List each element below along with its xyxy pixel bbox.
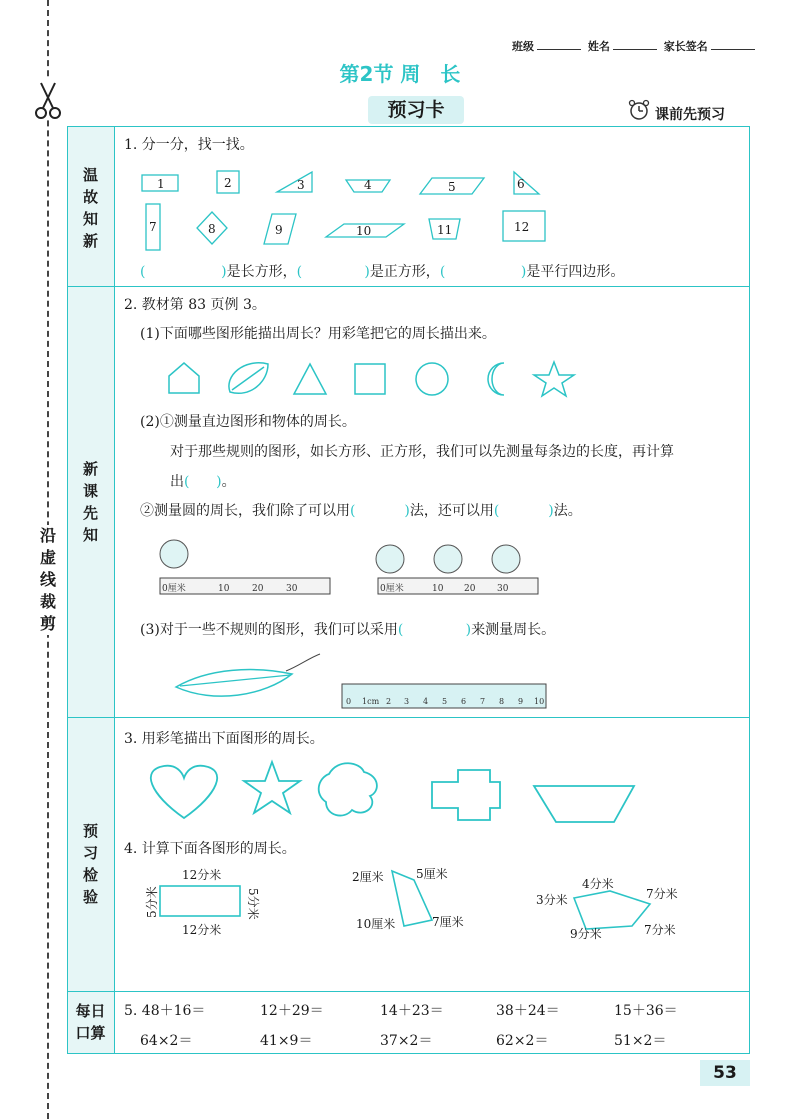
q5-row2-item-1: 64×2＝: [140, 1033, 193, 1049]
q1-num-8: 8: [208, 222, 216, 236]
q5-row1-item-3: 14＋23＝: [380, 1003, 444, 1019]
q2-star-shape: [534, 362, 574, 396]
blank-paren-method1[interactable]: ( ): [350, 503, 410, 519]
ruler-c-tick-5: 5: [442, 697, 448, 706]
q4-quad-d: 7厘米: [432, 915, 464, 929]
ruler-c-tick-7: 7: [480, 697, 486, 706]
blank-paren-method2[interactable]: ( ): [493, 503, 554, 519]
q3-heart-shape: [151, 766, 217, 818]
q4-title: 4. 计算下面各图形的周长。: [124, 841, 296, 857]
q5-row1-item-4: 38＋24＝: [496, 1003, 560, 1019]
ruler-c-tick-2: 2: [386, 697, 392, 706]
ruler-b-tick-10: 10: [432, 584, 444, 594]
card-title: 预习卡: [368, 96, 464, 124]
q2-sub3: (3)对于一些不规则的图形，我们可以采用( )来测量周长。: [140, 622, 556, 638]
ruler-c-tick-3: 3: [404, 697, 410, 706]
q4-rectangle: [160, 886, 240, 916]
q5-row1-item-2: 12＋29＝: [260, 1003, 324, 1019]
ruler-a-tick-30: 30: [286, 584, 298, 594]
label-daily: 每日 口算: [75, 1002, 106, 1042]
blank-paren-parallelogram[interactable]: ( ): [439, 264, 527, 280]
q5-row1-item-1: 5. 48＋16＝: [124, 1003, 206, 1019]
q1-num-12: 12: [514, 220, 530, 234]
cut-instruction: 沿 虚 线 裁 剪: [36, 525, 60, 635]
ruler-c-tick-4: 4: [423, 697, 429, 706]
preview-tag: 课前先预习: [655, 107, 725, 123]
class-blank[interactable]: [537, 39, 581, 50]
worksheet-figures: [114, 126, 750, 1054]
ruler-b-tick-0: 0厘米: [380, 584, 404, 594]
q3-star-shape: [244, 762, 300, 813]
ruler-c-tick-0: 0: [346, 697, 352, 706]
ruler-a-tick-10: 10: [218, 584, 230, 594]
q1-num-10: 10: [356, 224, 372, 238]
q1-num-11: 11: [437, 223, 453, 237]
header-fields: 班级 姓名 家长签名: [512, 38, 758, 54]
q5-row2-item-3: 37×2＝: [380, 1033, 433, 1049]
q4-hex-d: 9分米: [570, 927, 602, 941]
q2-sub2-title: (2)①测量直边图形和物体的周长。: [140, 414, 356, 430]
q4-rect-bottom: 12分米: [182, 923, 222, 937]
label-new: 新 课 先 知: [82, 460, 98, 544]
q3-title: 3. 用彩笔描出下面图形的周长。: [124, 731, 324, 747]
q2-moon-shape: [488, 363, 504, 395]
q1-num-5: 5: [448, 180, 456, 194]
q1-num-6: 6: [517, 177, 525, 191]
alarm-clock-icon: [627, 98, 651, 122]
q4-hex-b: 3分米: [536, 893, 568, 907]
q2-title: 2. 教材第 83 页例 3。: [124, 297, 266, 313]
label-check: 预 习 检 验: [82, 822, 98, 906]
q1-num-4: 4: [364, 178, 372, 192]
q2-sub2-line2: 出( )。: [170, 474, 236, 490]
q3-leaf-shape: [319, 763, 377, 815]
blank-paren-rect[interactable]: ( ): [140, 264, 227, 280]
parent-signature-blank[interactable]: [711, 39, 755, 50]
q5-row1-item-5: 15＋36＝: [614, 1003, 678, 1019]
ruler-figure-b: [376, 545, 538, 594]
ruler-c-tick-1: 1cm: [362, 697, 380, 706]
ruler-figure-a: [160, 540, 330, 594]
q5-row2-item-5: 51×2＝: [614, 1033, 667, 1049]
q4-rect-top: 12分米: [182, 868, 222, 882]
q5-row2-item-2: 41×9＝: [260, 1033, 313, 1049]
blank-paren-square[interactable]: ( ): [296, 264, 370, 280]
q1-title: 1. 分一分，找一找。: [124, 137, 254, 153]
q2-sub2-line1: 对于那些规则的图形，如长方形、正方形，我们可以先测量每条边的长度，再计算: [170, 444, 674, 460]
ruler-c-tick-9: 9: [518, 697, 524, 706]
q1-num-3: 3: [297, 178, 305, 192]
q1-num-1: 1: [157, 177, 165, 191]
q4-hex-e: 7分米: [644, 923, 676, 937]
q4-quad-b: 5厘米: [416, 867, 448, 881]
q4-rect-left: 5分米: [145, 886, 159, 918]
ruler-b-tick-20: 20: [464, 584, 476, 594]
label-review: 温 故 知 新: [82, 166, 98, 250]
q2-triangle-shape: [294, 364, 326, 394]
blank-paren-method3[interactable]: ( ): [397, 622, 472, 638]
page-number: 53: [700, 1060, 750, 1086]
ruler-a-tick-20: 20: [252, 584, 264, 594]
q1-num-9: 9: [275, 223, 283, 237]
q1-answer-line: ( )是长方形，( )是正方形，( )是平行四边形。: [140, 264, 625, 280]
q1-num-2: 2: [224, 176, 232, 190]
scissors-icon: [33, 80, 63, 120]
name-blank[interactable]: [613, 39, 657, 50]
feather-figure: [176, 654, 546, 708]
q5-row2-item-4: 62×2＝: [496, 1033, 549, 1049]
q2-house-shape: [169, 363, 199, 393]
q2-sub2b: ②测量圆的周长，我们除了可以用( )法，还可以用( )法。: [140, 503, 582, 519]
q1-num-7: 7: [149, 220, 157, 234]
q2-sub1: (1)下面哪些图形能描出周长？用彩笔把它的周长描出来。: [140, 326, 496, 342]
section-title: 第2节 周 长: [339, 62, 461, 86]
ruler-b-tick-30: 30: [497, 584, 509, 594]
q1-shape-3: [277, 172, 312, 192]
ruler-c-tick-8: 8: [499, 697, 505, 706]
q4-quad-a: 2厘米: [352, 870, 384, 884]
q2-square-shape: [355, 364, 385, 394]
q4-rect-right: 5分米: [246, 888, 260, 920]
q4-hex-a: 4分米: [582, 877, 614, 891]
q4-quad-c: 10厘米: [356, 917, 396, 931]
q3-cross-shape: [432, 770, 500, 820]
q2-circle-shape: [416, 363, 448, 395]
ruler-a-tick-0: 0厘米: [162, 584, 186, 594]
ruler-c-tick-10: 10: [534, 697, 545, 706]
q4-hex-c: 7分米: [646, 887, 678, 901]
q4-hexagon: [574, 891, 650, 929]
blank-paren-calc[interactable]: ( ): [184, 474, 222, 490]
ruler-c-tick-6: 6: [461, 697, 467, 706]
q3-trapezoid-shape: [534, 786, 634, 822]
